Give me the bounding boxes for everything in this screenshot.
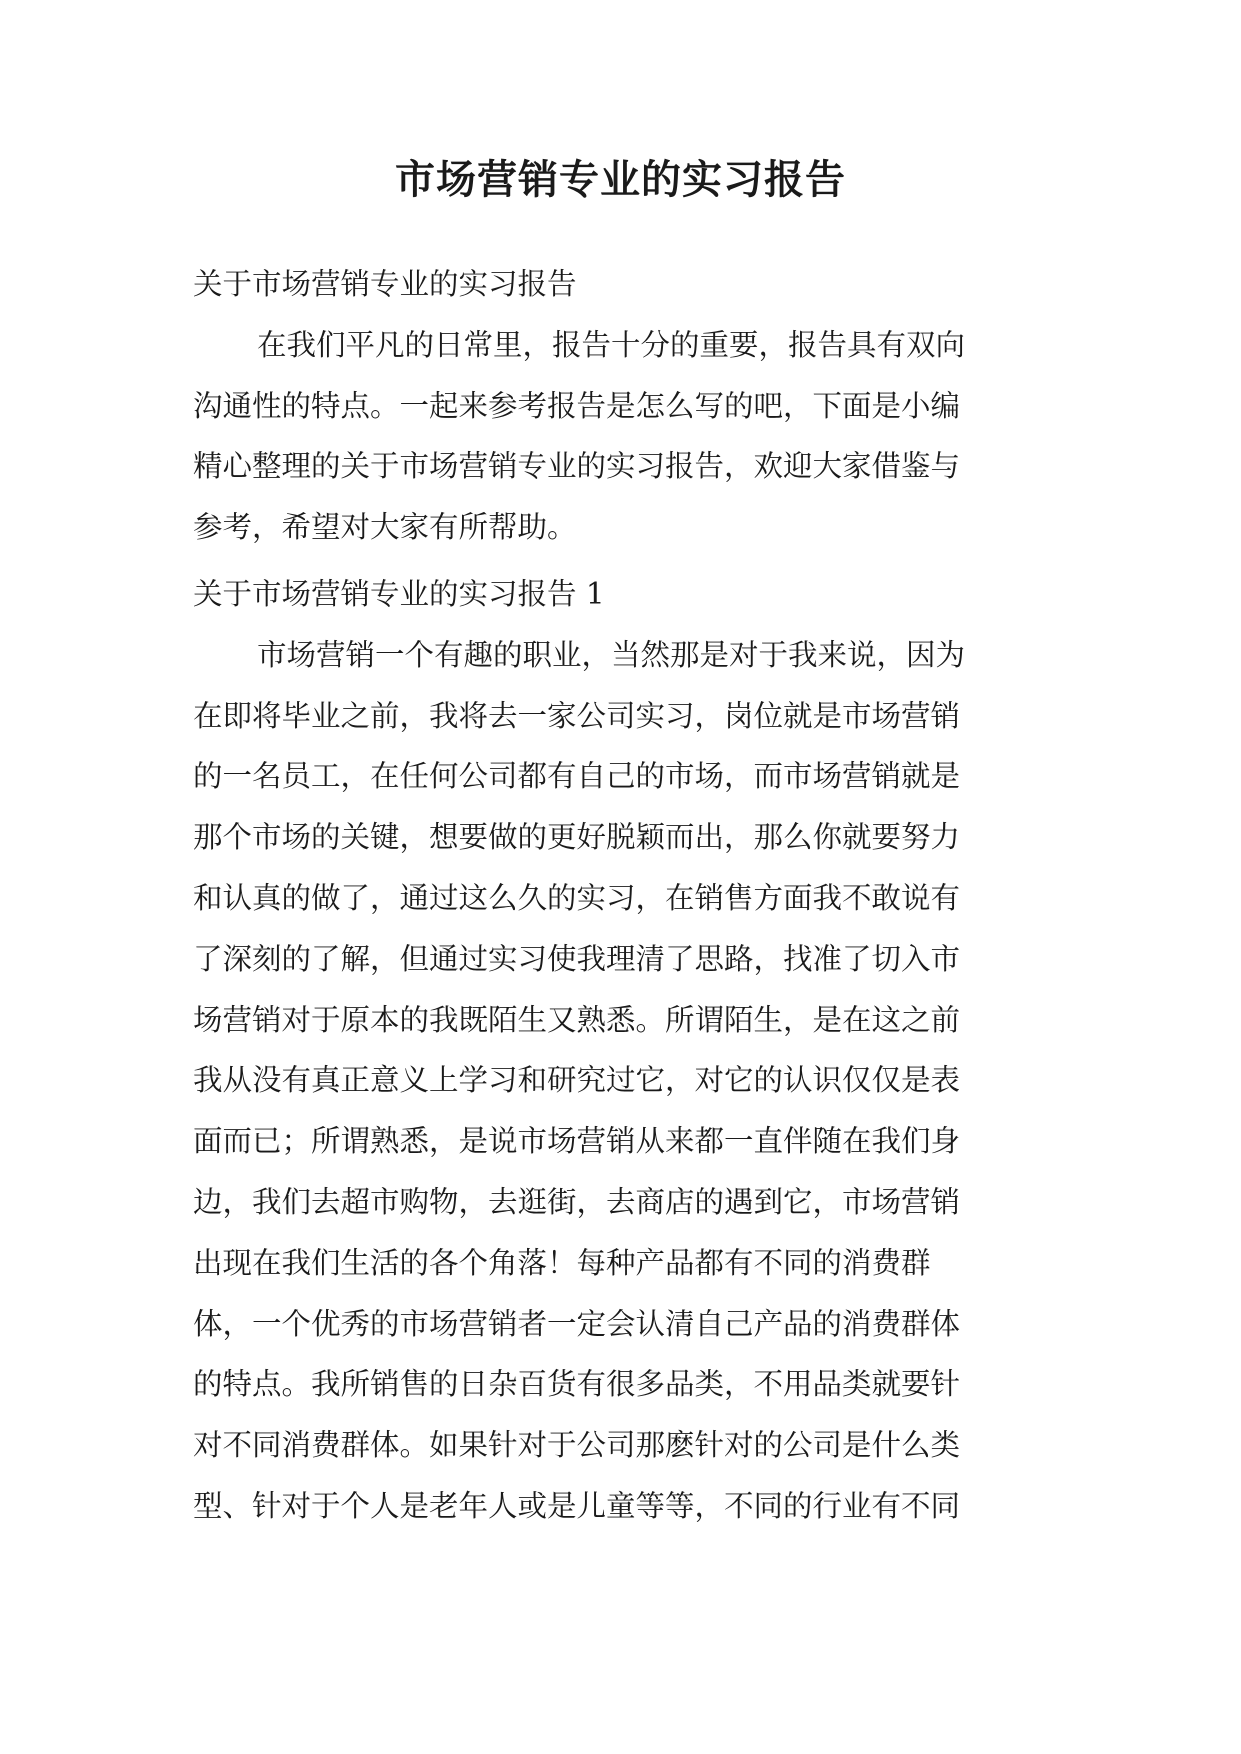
section-1-line: 体，一个优秀的市场营销者一定会认清自己产品的消费群体 (193, 1306, 961, 1341)
intro-line: 在我们平凡的日常里，报告十分的重要，报告具有双向 (257, 327, 966, 362)
section-1-line: 出现在我们生活的各个角落！每种产品都有不同的消费群 (193, 1245, 931, 1280)
intro-section (193, 254, 1053, 558)
section-1-line: 面而已；所谓熟悉，是说市场营销从来都一直伴随在我们身 (193, 1124, 961, 1159)
section-1-line: 场营销对于原本的我既陌生又熟悉。所谓陌生，是在这之前 (193, 1002, 961, 1037)
section-1-heading: 关于市场营销专业的实习报告 1 (193, 577, 605, 611)
section-1 (193, 564, 1053, 1537)
section-1-line: 边，我们去超市购物，去逛街，去商店的遇到它，市场营销 (193, 1184, 961, 1219)
section-1-line: 的一名员工，在任何公司都有自己的市场，而市场营销就是 (193, 759, 961, 794)
intro-line: 沟通性的特点。一起来参考报告是怎么写的吧，下面是小编 (193, 388, 961, 423)
section-1-line: 的特点。我所销售的日杂百货有很多品类，不用品类就要针 (193, 1367, 961, 1402)
intro-heading: 关于市场营销专业的实习报告 (193, 267, 577, 301)
section-1-line: 了深刻的了解，但通过实习使我理清了思路，找准了切入市 (193, 941, 961, 976)
section-1-line: 对不同消费群体。如果针对于公司那麽针对的公司是什么类 (193, 1428, 961, 1463)
section-1-line: 在即将毕业之前，我将去一家公司实习，岗位就是市场营销 (193, 698, 961, 733)
section-1-line: 和认真的做了，通过这么久的实习，在销售方面我不敢说有 (193, 880, 961, 915)
section-1-line: 型、针对于个人是老年人或是儿童等等，不同的行业有不同 (193, 1488, 961, 1523)
section-1-line: 那个市场的关键，想要做的更好脱颖而出，那么你就要努力 (193, 820, 961, 855)
intro-line: 精心整理的关于市场营销专业的实习报告，欢迎大家借鉴与 (193, 449, 961, 484)
document-title: 市场营销专业的实习报告 (395, 156, 846, 203)
section-1-line: 市场营销一个有趣的职业，当然那是对于我来说，因为 (257, 637, 966, 672)
section-1-line: 我从没有真正意义上学习和研究过它，对它的认识仅仅是表 (193, 1063, 961, 1098)
intro-line: 参考，希望对大家有所帮助。 (193, 510, 577, 545)
